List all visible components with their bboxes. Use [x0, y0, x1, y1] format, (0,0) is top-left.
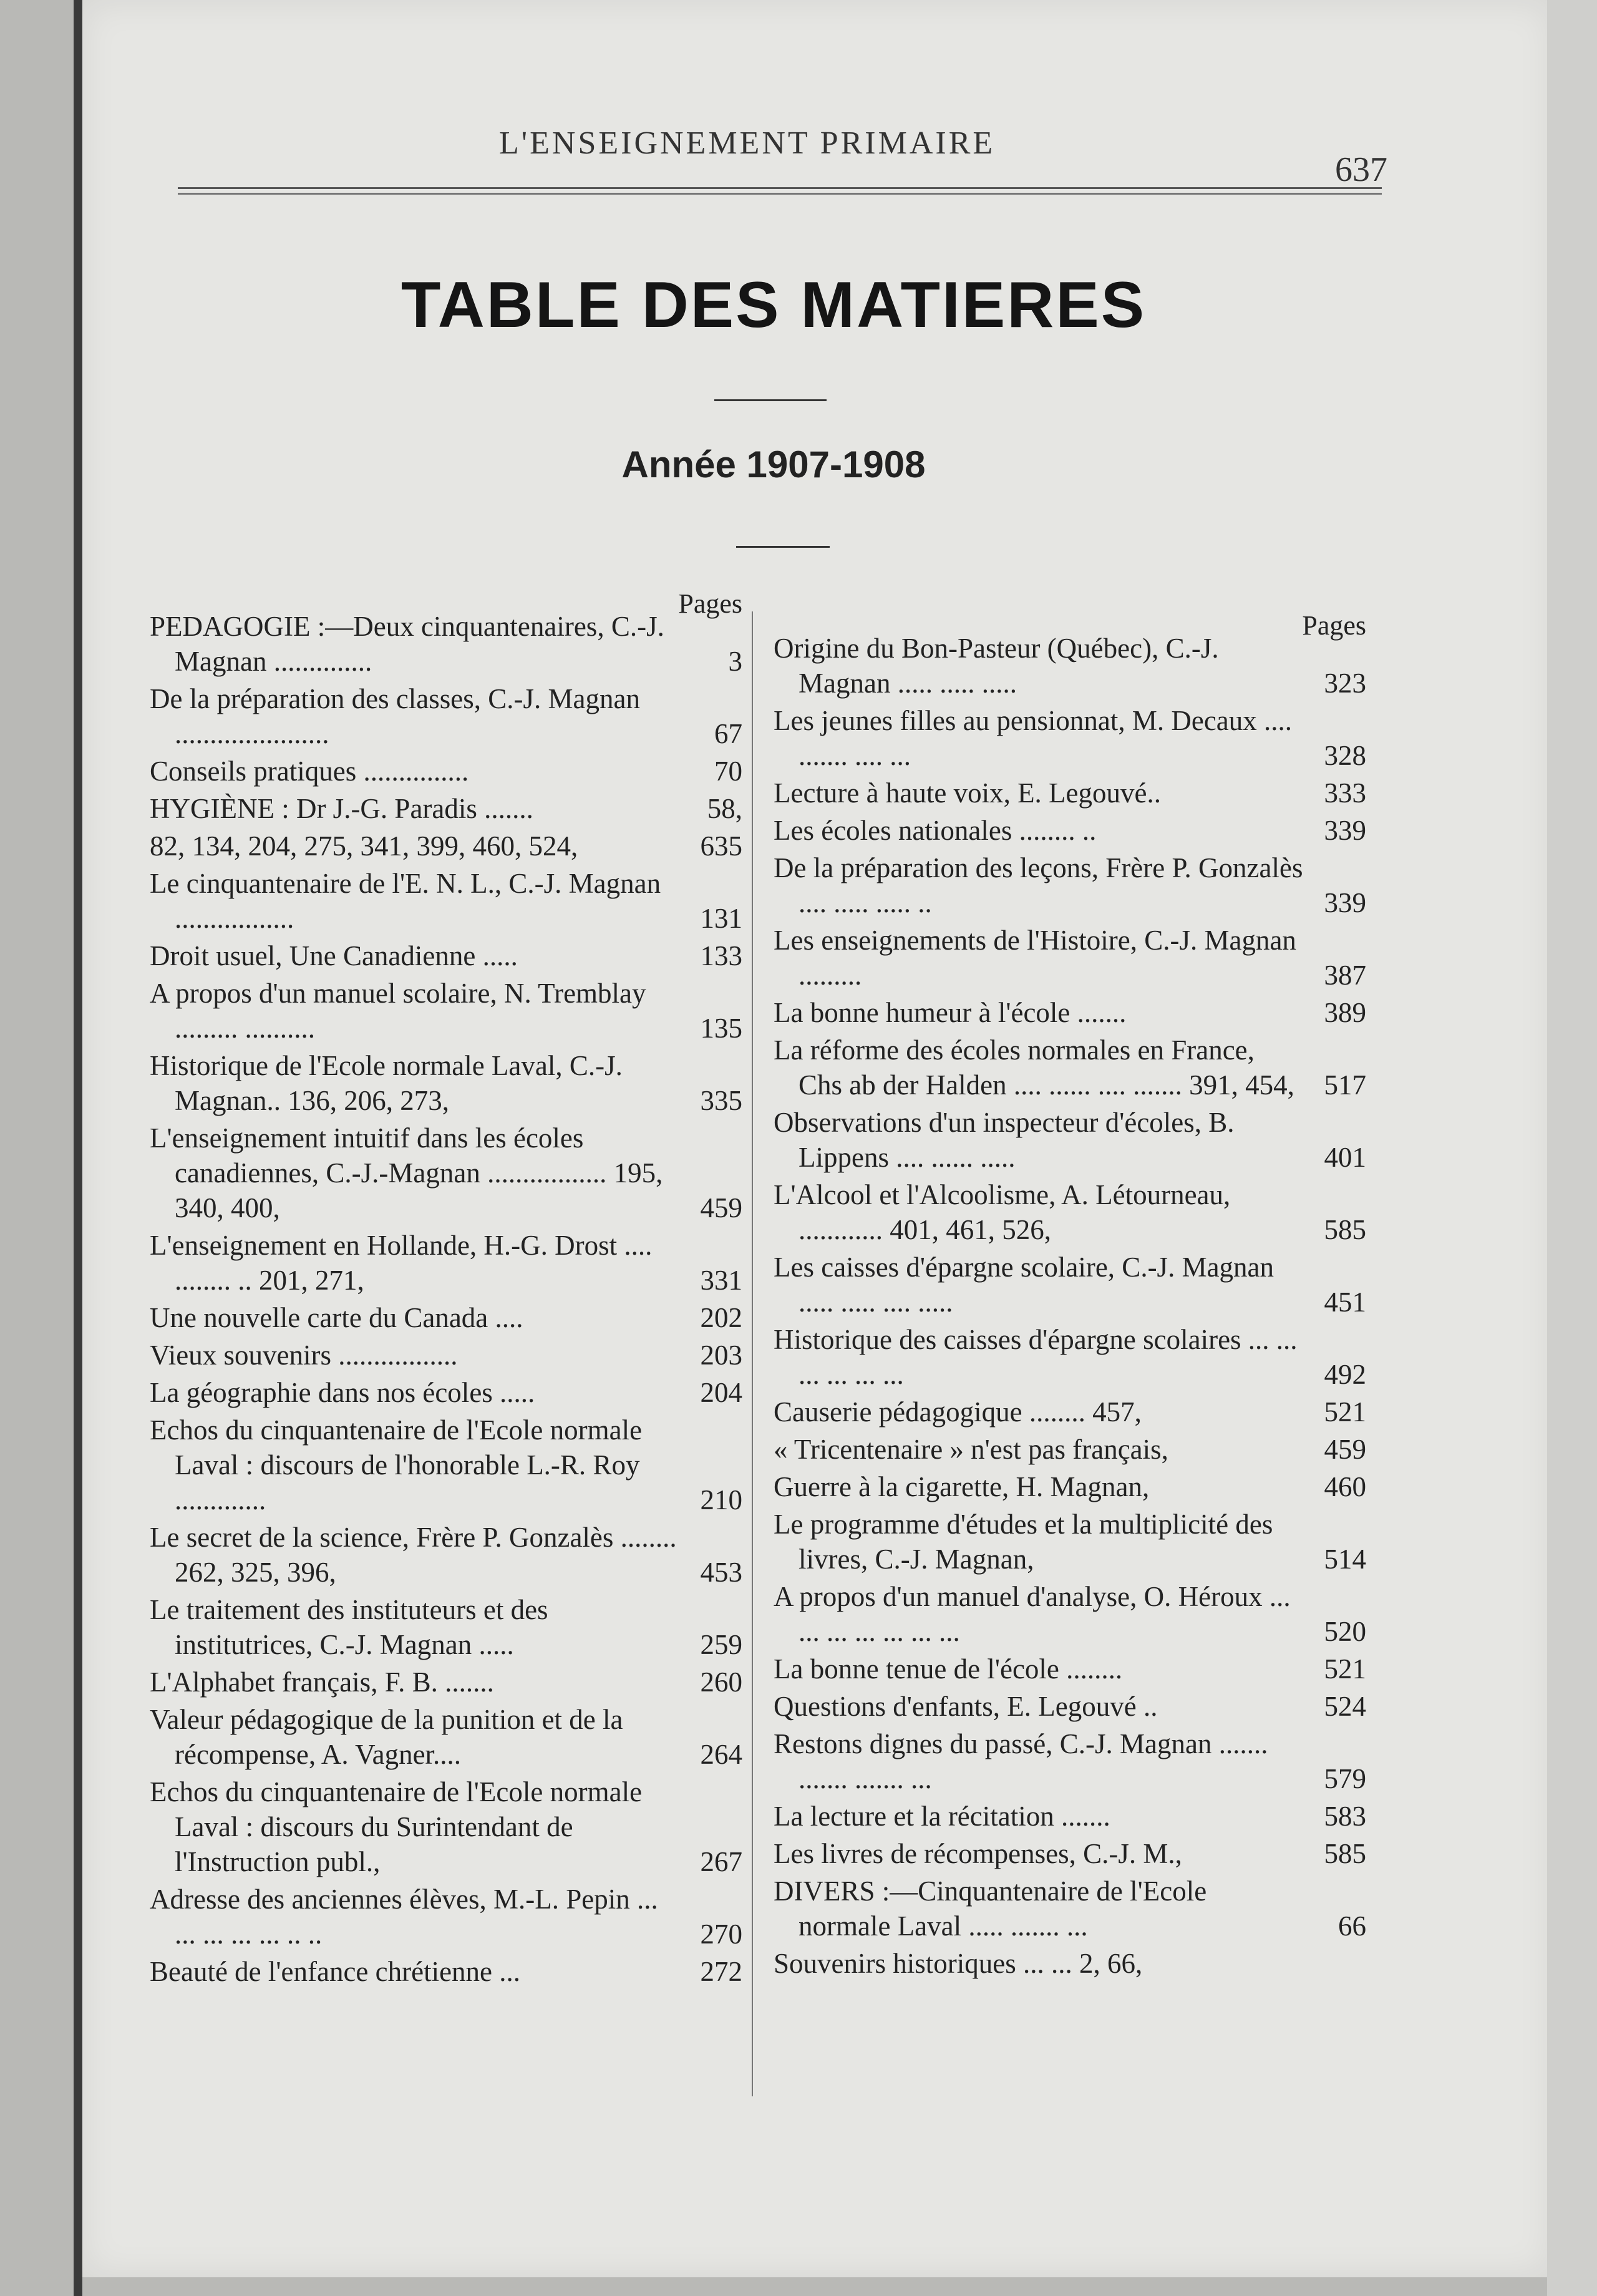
entry-pages: 635: [700, 830, 742, 862]
entry-title: La géographie dans nos écoles .....: [150, 1377, 535, 1408]
entry-title: Historique de l'Ecole normale Laval, C.-J. Magnan.. 136, 206, 273,: [150, 1050, 623, 1116]
toc-entry: [774, 1651, 1366, 1686]
entry-title: De la préparation des classes, C.-J. Magnan ......................: [150, 683, 641, 749]
toc-entry: [774, 1033, 1366, 1102]
right-entries: [774, 631, 1366, 1981]
entry-title: DIVERS :—Cinquantenaire de l'Ecole normale Laval ..... ....... ...: [774, 1875, 1207, 1942]
toc-entry: [774, 1250, 1366, 1320]
toc-entry: [150, 1300, 742, 1335]
page-number: 637: [1335, 150, 1387, 189]
toc-entry: [150, 829, 742, 863]
entry-title: Observations d'un inspecteur d'écoles, B. Lippens .... ...... .....: [774, 1107, 1235, 1173]
entry-title: Origine du Bon-Pasteur (Québec), C.-J. Magnan ..... ..... .....: [774, 633, 1219, 699]
entry-pages: 521: [1324, 1653, 1366, 1685]
entry-pages: 389: [1324, 997, 1366, 1028]
title-divider: [714, 399, 827, 401]
entry-title: Les écoles nationales ........ ..: [774, 815, 1097, 846]
entry-title: Conseils pratiques ...............: [150, 756, 469, 787]
entry-pages: 58,: [707, 793, 742, 824]
entry-pages: 459: [700, 1192, 742, 1223]
entry-pages: 204: [700, 1377, 742, 1408]
toc-entry: [150, 791, 742, 826]
toc-entry: [150, 681, 742, 751]
entry-title: L'Alphabet français, F. B. .......: [150, 1666, 494, 1698]
entry-pages: 401: [1324, 1142, 1366, 1173]
toc-entry: [774, 776, 1366, 810]
entry-pages: 67: [714, 718, 742, 749]
entry-pages: 264: [700, 1739, 742, 1770]
toc-entry: [774, 1432, 1366, 1467]
toc-entry: [150, 1702, 742, 1772]
toc-entry: [150, 1954, 742, 1989]
toc-entry: [150, 1774, 742, 1879]
toc-entry: [150, 1592, 742, 1662]
entry-pages: 267: [700, 1846, 742, 1877]
header-rule: [178, 187, 1382, 195]
entry-title: Valeur pédagogique de la punition et de la récompense, A. Vagner....: [150, 1704, 623, 1770]
toc-entry: [774, 923, 1366, 993]
entry-title: Les enseignements de l'Histoire, C.-J. Magnan .........: [774, 925, 1296, 991]
entry-title: Le programme d'études et la multiplicité des livres, C.-J. Magnan,: [774, 1509, 1273, 1575]
toc-entry: [774, 1799, 1366, 1834]
entry-title: HYGIÈNE : Dr J.-G. Paradis .......: [150, 793, 533, 824]
entry-pages: 260: [700, 1666, 742, 1698]
entry-pages: 210: [700, 1484, 742, 1515]
pages-label-right: Pages: [1302, 610, 1366, 641]
entry-title: Une nouvelle carte du Canada ....: [150, 1302, 523, 1333]
toc-entry: [150, 866, 742, 936]
toc-entry: [774, 1726, 1366, 1796]
entry-title: A propos d'un manuel scolaire, N. Tremblay ......... ..........: [150, 978, 646, 1044]
toc-entry: [774, 813, 1366, 848]
entry-title: Restons dignes du passé, C.-J. Magnan ....... ....... ....... ...: [774, 1728, 1268, 1794]
entry-pages: 521: [1324, 1396, 1366, 1428]
toc-entry: [150, 1375, 742, 1410]
entry-pages: 135: [700, 1013, 742, 1044]
subtitle-divider: [736, 546, 830, 548]
entry-title: Les caisses d'épargne scolaire, C.-J. Magnan ..... ..... .... .....: [774, 1252, 1274, 1318]
toc-entry: [774, 1579, 1366, 1649]
entry-title: PEDAGOGIE :—Deux cinquantenaires, C.-J. Magnan ..............: [150, 611, 664, 677]
entry-pages: 524: [1324, 1691, 1366, 1722]
entry-title: Le cinquantenaire de l'E. N. L., C.-J. Magnan .................: [150, 868, 661, 934]
entry-title: Le traitement des instituteurs et des institutrices, C.-J. Magnan .....: [150, 1594, 548, 1660]
entry-title: La bonne tenue de l'école ........: [774, 1653, 1123, 1685]
toc-entry: [150, 754, 742, 789]
toc-entry: [774, 703, 1366, 773]
toc-entry: [150, 1665, 742, 1700]
entry-title: Les livres de récompenses, C.-J. M.,: [774, 1838, 1182, 1869]
entry-title: Le secret de la science, Frère P. Gonzalès ........ 262, 325, 396,: [150, 1522, 677, 1588]
toc-entry: [774, 631, 1366, 701]
entry-title: Questions d'enfants, E. Legouvé ..: [774, 1691, 1158, 1722]
entry-pages: 339: [1324, 815, 1366, 846]
entry-title: « Tricentenaire » n'est pas français,: [774, 1434, 1168, 1465]
toc-entry: [774, 1946, 1366, 1981]
entry-title: La lecture et la récitation .......: [774, 1801, 1110, 1832]
entry-pages: 323: [1324, 668, 1366, 699]
entry-pages: 270: [700, 1919, 742, 1950]
entry-title: Souvenirs historiques ... ... 2, 66,: [774, 1948, 1143, 1979]
entry-title: Vieux souvenirs .................: [150, 1340, 458, 1371]
entry-pages: 514: [1324, 1544, 1366, 1575]
entry-pages: 460: [1324, 1471, 1366, 1502]
entry-pages: 492: [1324, 1359, 1366, 1390]
toc-entry: [774, 1689, 1366, 1724]
entry-title: Lecture à haute voix, E. Legouvé..: [774, 777, 1161, 809]
toc-entry: [774, 1836, 1366, 1871]
entry-title: De la préparation des leçons, Frère P. Gonzalès .... ..... ..... ..: [774, 852, 1303, 918]
entry-pages: 202: [700, 1302, 742, 1333]
entry-title: L'enseignement intuitif dans les écoles canadiennes, C.-J.-Magnan ................. 195, 340, 400,: [150, 1122, 663, 1223]
year-subtitle: Année 1907-1908: [621, 444, 926, 485]
toc-entry: [150, 1338, 742, 1373]
toc-entry: [774, 995, 1366, 1030]
entry-pages: 203: [700, 1340, 742, 1371]
entry-pages: 451: [1324, 1287, 1366, 1318]
entry-pages: 335: [700, 1085, 742, 1116]
toc-entry: [774, 1507, 1366, 1577]
toc-entry: [150, 938, 742, 973]
entry-pages: 131: [700, 903, 742, 934]
entry-pages: 70: [714, 756, 742, 787]
entry-pages: 585: [1324, 1214, 1366, 1245]
entry-title: Causerie pédagogique ........ 457,: [774, 1396, 1142, 1428]
entry-title: Beauté de l'enfance chrétienne ...: [150, 1956, 521, 1987]
entry-pages: 387: [1324, 960, 1366, 991]
binding-edge: [74, 0, 82, 2296]
running-title: L'ENSEIGNEMENT PRIMAIRE: [499, 125, 996, 161]
toc-entry: PEDAGOGIE :—Deux cinquantenaires, C.-J. Magnan .............. 3: [150, 609, 742, 679]
toc-entry: [150, 1413, 742, 1517]
entry-title: Droit usuel, Une Canadienne .....: [150, 940, 518, 971]
entry-pages: 259: [700, 1629, 742, 1660]
toc-entry: [774, 1394, 1366, 1429]
toc-right-column: [774, 608, 1366, 1983]
entry-pages: 517: [1324, 1069, 1366, 1101]
entry-title: Les jeunes filles au pensionnat, M. Decaux .... ....... .... ...: [774, 705, 1293, 771]
entry-title: 82, 134, 204, 275, 341, 399, 460, 524,: [150, 830, 578, 862]
entry-pages: 585: [1324, 1838, 1366, 1869]
entry-pages: 583: [1324, 1801, 1366, 1832]
toc-entry: [150, 1048, 742, 1118]
entry-pages: 331: [700, 1265, 742, 1296]
toc-left-column: [150, 586, 742, 1992]
entry-title: L'Alcool et l'Alcoolisme, A. Létourneau, ............ 401, 461, 526,: [774, 1179, 1231, 1245]
entry-pages: 328: [1324, 740, 1366, 771]
toc-entry: [774, 1322, 1366, 1392]
toc-entry: [150, 1520, 742, 1590]
toc-entry: [150, 1121, 742, 1225]
entry-pages: 579: [1324, 1763, 1366, 1794]
entry-pages: 66: [1338, 1910, 1366, 1942]
entry-pages: 272: [700, 1956, 742, 1987]
entry-title: Historique des caisses d'épargne scolaires ... ... ... ... ... ...: [774, 1324, 1298, 1390]
entry-title: La réforme des écoles normales en France, Chs ab der Halden .... ...... .... ....... 391, 454,: [774, 1034, 1294, 1101]
entry-title: La bonne humeur à l'école .......: [774, 997, 1127, 1028]
page-title: TABLE DES MATIERES: [400, 269, 1147, 341]
toc-entry: [150, 976, 742, 1046]
pages-label-left: Pages: [678, 588, 742, 619]
toc-entry: [774, 1105, 1366, 1175]
toc-entry: [150, 1882, 742, 1952]
entry-title: Guerre à la cigarette, H. Magnan,: [774, 1471, 1150, 1502]
entry-title: Echos du cinquantenaire de l'Ecole normale Laval : discours de l'honorable L.-R. Roy .............: [150, 1414, 643, 1515]
entry-pages: 339: [1324, 887, 1366, 918]
column-divider: [752, 611, 753, 2096]
entry-pages: 133: [700, 940, 742, 971]
toc-entry: [774, 1177, 1366, 1247]
entry-title: A propos d'un manuel d'analyse, O. Héroux ... ... ... ... ... ... ...: [774, 1581, 1291, 1647]
entry-title: L'enseignement en Hollande, H.-G. Drost .... ........ .. 201, 271,: [150, 1230, 653, 1296]
entry-title: Adresse des anciennes élèves, M.-L. Pepin ... ... ... ... ... .. ..: [150, 1884, 658, 1950]
toc-entry: [774, 1874, 1366, 1943]
entry-pages: 453: [700, 1557, 742, 1588]
toc-entry: [150, 1228, 742, 1298]
entry-pages: 333: [1324, 777, 1366, 809]
toc-entry: [774, 850, 1366, 920]
entry-pages: 520: [1324, 1616, 1366, 1647]
entry-title: Echos du cinquantenaire de l'Ecole normale Laval : discours du Surintendant de l'Instruction publ.,: [150, 1776, 643, 1877]
toc-entry: [774, 1469, 1366, 1504]
page-right-edge: [1547, 0, 1597, 2296]
entry-pages: 459: [1324, 1434, 1366, 1465]
left-entries: [150, 609, 742, 1989]
